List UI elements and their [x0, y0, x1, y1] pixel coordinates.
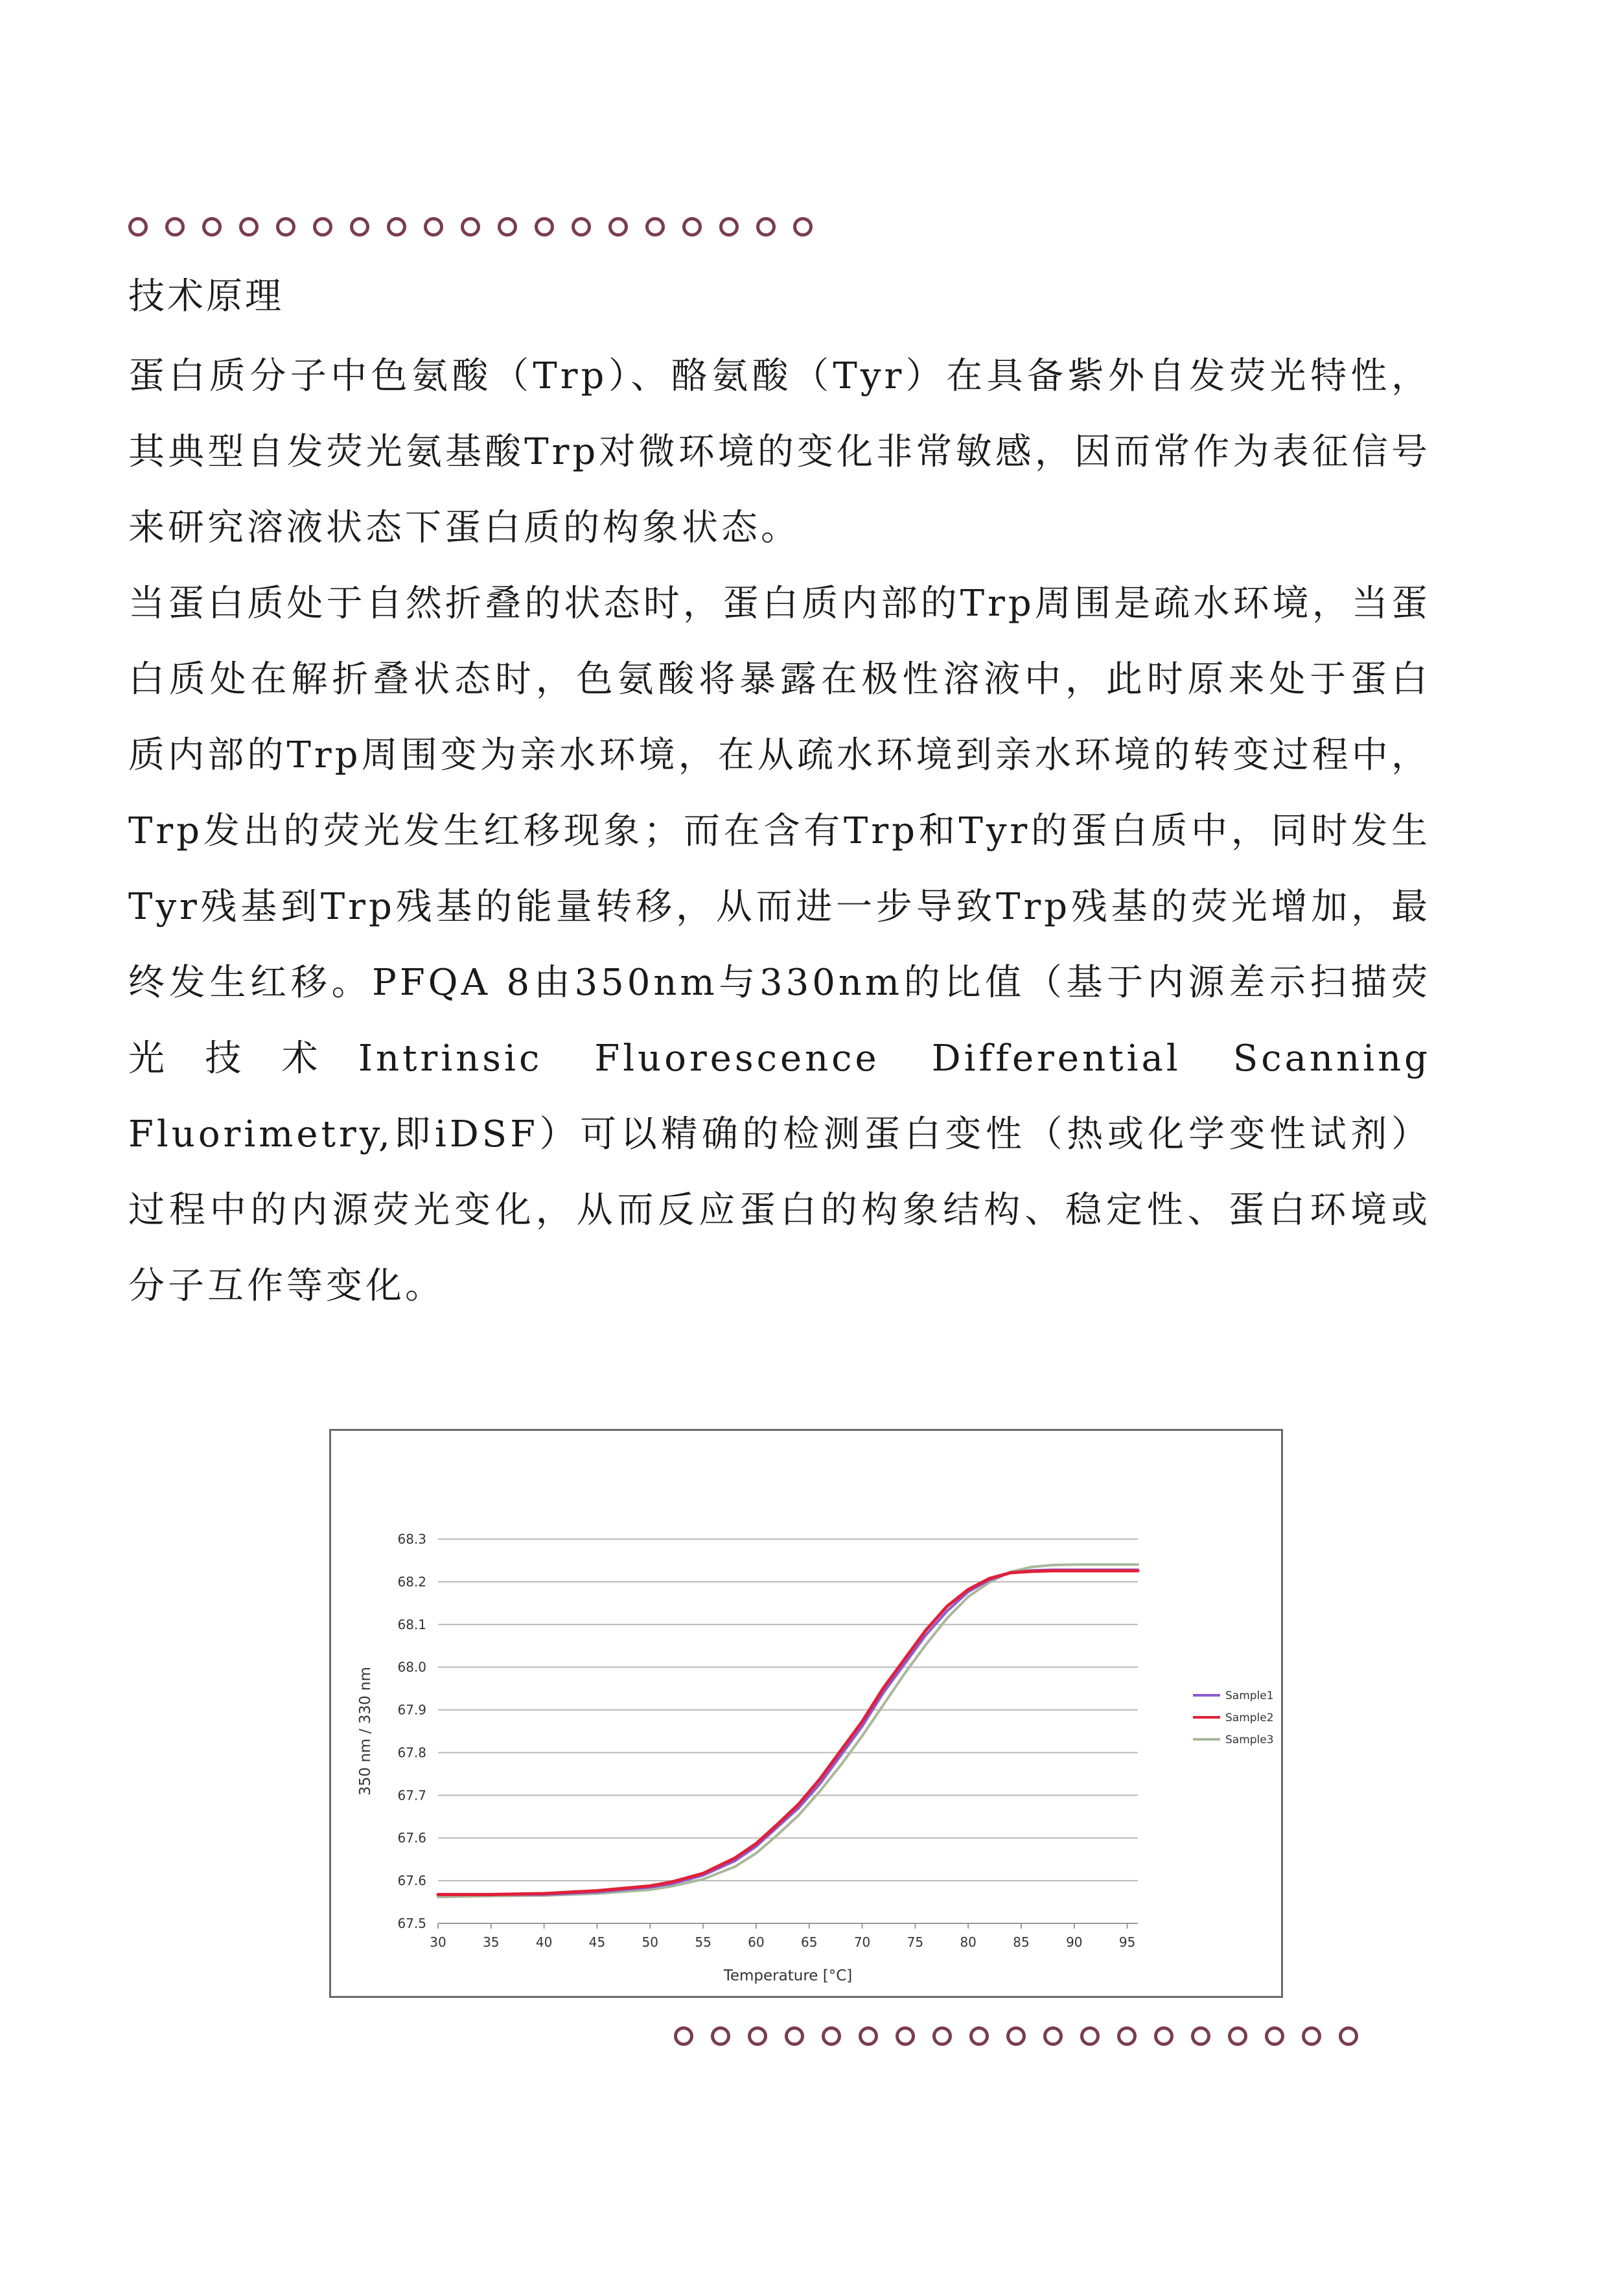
decorative-dot: [822, 2026, 841, 2046]
decorative-dot: [859, 2026, 878, 2046]
decorative-dot: [896, 2026, 915, 2046]
decorative-dot: [719, 217, 739, 237]
decorative-dot: [1339, 2026, 1358, 2046]
y-tick-label: 68.2: [397, 1573, 426, 1590]
x-axis-label: Temperature [°C]: [723, 1967, 853, 1984]
y-tick-label: 67.7: [397, 1787, 426, 1803]
decorative-dot: [202, 217, 222, 237]
decorative-dot: [165, 217, 185, 237]
chart-figure: [329, 1429, 1283, 1998]
y-tick-label: 67.6: [397, 1830, 426, 1846]
decorative-dot: [276, 217, 295, 237]
decorative-dot: [498, 217, 517, 237]
paragraph-1: 蛋白质分子中色氨酸（Trp）、酪氨酸（Tyr）在具备紫外自发荧光特性，其典型自发荧光氨基酸Trp对微环境的变化非常敏感，因而常作为表征信号来研究溶液状态下蛋白质的构象状态。: [128, 355, 1431, 549]
melting-curve-chart: [331, 1431, 1281, 1996]
decorative-dot: [1154, 2026, 1173, 2046]
series-line-sample3: [438, 1564, 1138, 1897]
decorative-dot: [128, 217, 148, 237]
section-heading: 技术原理: [128, 275, 284, 318]
y-tick-label: 67.8: [397, 1745, 426, 1761]
decorative-dot: [932, 2026, 952, 2046]
decorative-dot: [313, 217, 332, 237]
paragraph-2: 当蛋白质处于自然折叠的状态时，蛋白质内部的Trp周围是疏水环境，当蛋白质处在解折叠状态时，色氨酸将暴露在极性溶液中，此时原来处于蛋白质内部的Trp周围变为亲水环境，在从疏水环境到亲水环境的转变过程中，Trp发出的荧光发生红移现象；而在含有Trp和Tyr的蛋白质中，同时发生Tyr残基到Trp残基的能量转移，从而进一步导致Trp残基的荧光增加，最终发生红移。PFQA 8由350nm与330nm的比值（基于内源差示扫描荧光技术Intrinsic Fluorescence Differential Scanning Fluorimetry,即iDSF）可以精确的检测蛋白变性（热或化学变性试剂）过程中的内源荧光变化，从而反应蛋白的构象结构、稳定性、蛋白环境或分子互作等变化。: [128, 583, 1431, 1307]
x-tick-label: 85: [1013, 1934, 1030, 1950]
legend-label: Sample2: [1225, 1711, 1274, 1724]
decorative-dot: [387, 217, 406, 237]
x-tick-label: 55: [695, 1934, 711, 1950]
y-tick-label: 68.1: [397, 1616, 426, 1632]
decorative-dot: [793, 217, 813, 237]
decorative-dot: [239, 217, 259, 237]
decorative-dot: [748, 2026, 767, 2046]
x-tick-label: 50: [642, 1934, 658, 1950]
decorative-dots-bottom: [674, 2026, 1358, 2046]
decorative-dot: [674, 2026, 693, 2046]
x-tick-label: 45: [588, 1934, 606, 1950]
x-tick-label: 95: [1118, 1934, 1136, 1950]
decorative-dot: [711, 2026, 730, 2046]
decorative-dot: [461, 217, 480, 237]
decorative-dot: [1191, 2026, 1210, 2046]
x-tick-label: 80: [960, 1934, 977, 1950]
decorative-dot: [1117, 2026, 1137, 2046]
decorative-dot: [785, 2026, 804, 2046]
decorative-dot: [645, 217, 665, 237]
y-axis-label: 350 nm / 330 nm: [357, 1667, 374, 1796]
legend-label: Sample3: [1225, 1734, 1274, 1746]
decorative-dot: [1006, 2026, 1026, 2046]
decorative-dot: [608, 217, 628, 237]
series-line-sample2: [438, 1571, 1138, 1895]
y-tick-label: 67.9: [397, 1702, 426, 1718]
x-tick-label: 60: [748, 1934, 765, 1950]
series-line-sample1: [438, 1570, 1138, 1894]
decorative-dot: [572, 217, 591, 237]
x-tick-label: 40: [535, 1934, 553, 1950]
decorative-dot: [1080, 2026, 1100, 2046]
decorative-dot: [1302, 2026, 1321, 2046]
x-tick-label: 70: [853, 1934, 871, 1950]
x-tick-label: 35: [483, 1934, 500, 1950]
x-tick-label: 30: [430, 1934, 446, 1950]
decorative-dots-top: [128, 217, 813, 237]
y-tick-label: 68.0: [397, 1659, 426, 1675]
decorative-dot: [1265, 2026, 1284, 2046]
y-tick-label: 68.3: [397, 1531, 426, 1547]
decorative-dot: [756, 217, 776, 237]
x-tick-label: 75: [907, 1934, 924, 1950]
body-text: [128, 338, 1431, 1324]
decorative-dot: [350, 217, 369, 237]
y-tick-label: 67.5: [397, 1916, 426, 1931]
x-tick-label: 90: [1066, 1934, 1083, 1950]
y-tick-label: 67.6: [397, 1873, 426, 1889]
decorative-dot: [424, 217, 443, 237]
decorative-dot: [535, 217, 554, 237]
decorative-dot: [969, 2026, 989, 2046]
x-tick-label: 65: [801, 1934, 818, 1950]
legend-label: Sample1: [1225, 1689, 1274, 1702]
decorative-dot: [1228, 2026, 1247, 2046]
decorative-dot: [1043, 2026, 1063, 2046]
decorative-dot: [682, 217, 702, 237]
